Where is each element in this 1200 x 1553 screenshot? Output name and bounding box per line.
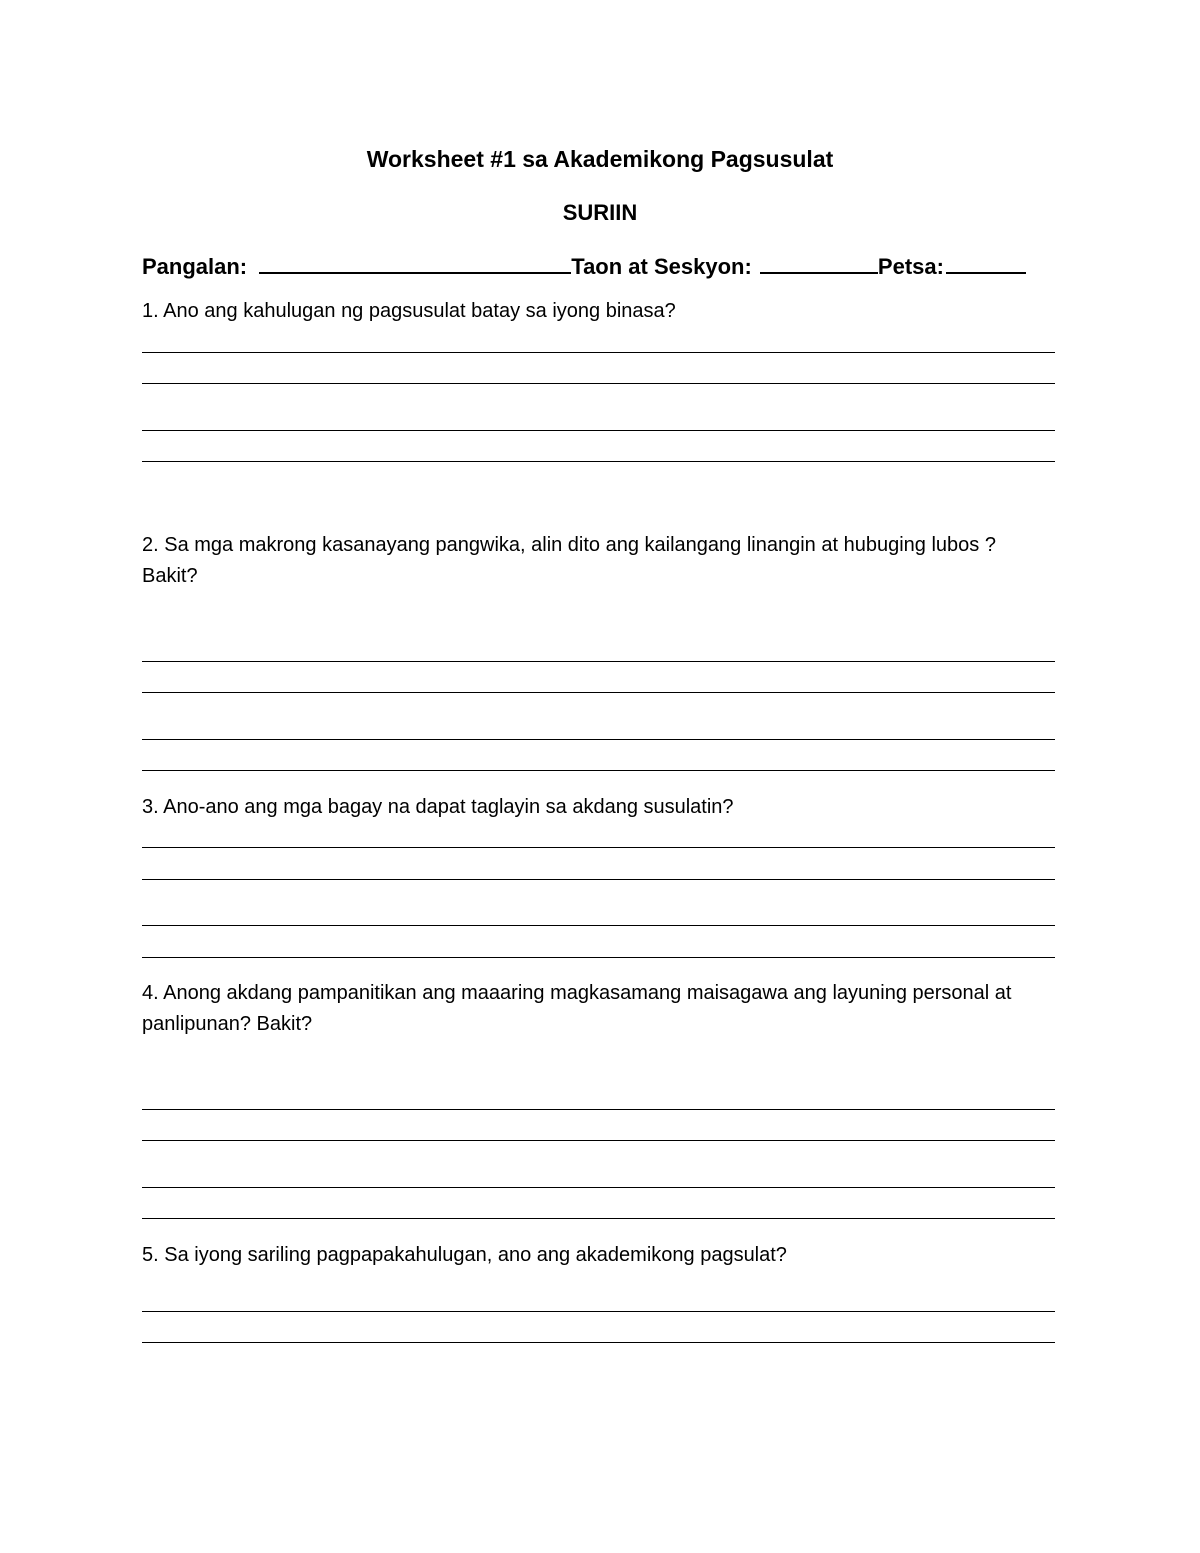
question-2: 2. Sa mga makrong kasanayang pangwika, alin dito ang kailangang linangin at hubuging lubos ? Bakit? [142, 534, 996, 587]
answer-line[interactable] [142, 461, 1055, 462]
answer-line[interactable] [142, 770, 1055, 771]
answer-line[interactable] [142, 1218, 1055, 1219]
answer-line[interactable] [142, 383, 1055, 384]
question-3: 3. Ano-ano ang mga bagay na dapat taglayin sa akdang susulatin? [142, 796, 734, 818]
answer-line[interactable] [142, 661, 1055, 662]
answer-line[interactable] [142, 1187, 1055, 1188]
answer-line[interactable] [142, 879, 1055, 880]
answer-line[interactable] [142, 925, 1055, 926]
question-4: 4. Anong akdang pampanitikan ang maaaring magkasamang maisagawa ang layuning personal at panlipunan? Bakit? [142, 982, 1012, 1035]
answer-line[interactable] [142, 1311, 1055, 1312]
answer-line[interactable] [142, 352, 1055, 353]
name-label: Pangalan: [142, 254, 248, 279]
date-label: Petsa: [877, 254, 944, 279]
answer-line[interactable] [142, 847, 1055, 848]
answer-line[interactable] [142, 1342, 1055, 1343]
student-info-row [142, 250, 1026, 282]
section-heading: SURIIN [562, 200, 638, 225]
answer-line[interactable] [142, 957, 1055, 958]
answer-line[interactable] [142, 430, 1055, 431]
question-1: 1. Ano ang kahulugan ng pagsusulat batay sa iyong binasa? [142, 300, 676, 322]
answer-line[interactable] [142, 692, 1055, 693]
year-section-label: Taon at Seskyon: [571, 254, 752, 279]
worksheet-title: Worksheet #1 sa Akademikong Pagsusulat [366, 146, 834, 172]
answer-line[interactable] [142, 739, 1055, 740]
name-blank[interactable] [259, 250, 571, 274]
year-section-blank[interactable] [760, 250, 878, 274]
answer-line[interactable] [142, 1140, 1055, 1141]
answer-line[interactable] [142, 1109, 1055, 1110]
date-blank[interactable] [946, 250, 1026, 274]
question-5: 5. Sa iyong sariling pagpapakahulugan, ano ang akademikong pagsulat? [142, 1244, 787, 1266]
